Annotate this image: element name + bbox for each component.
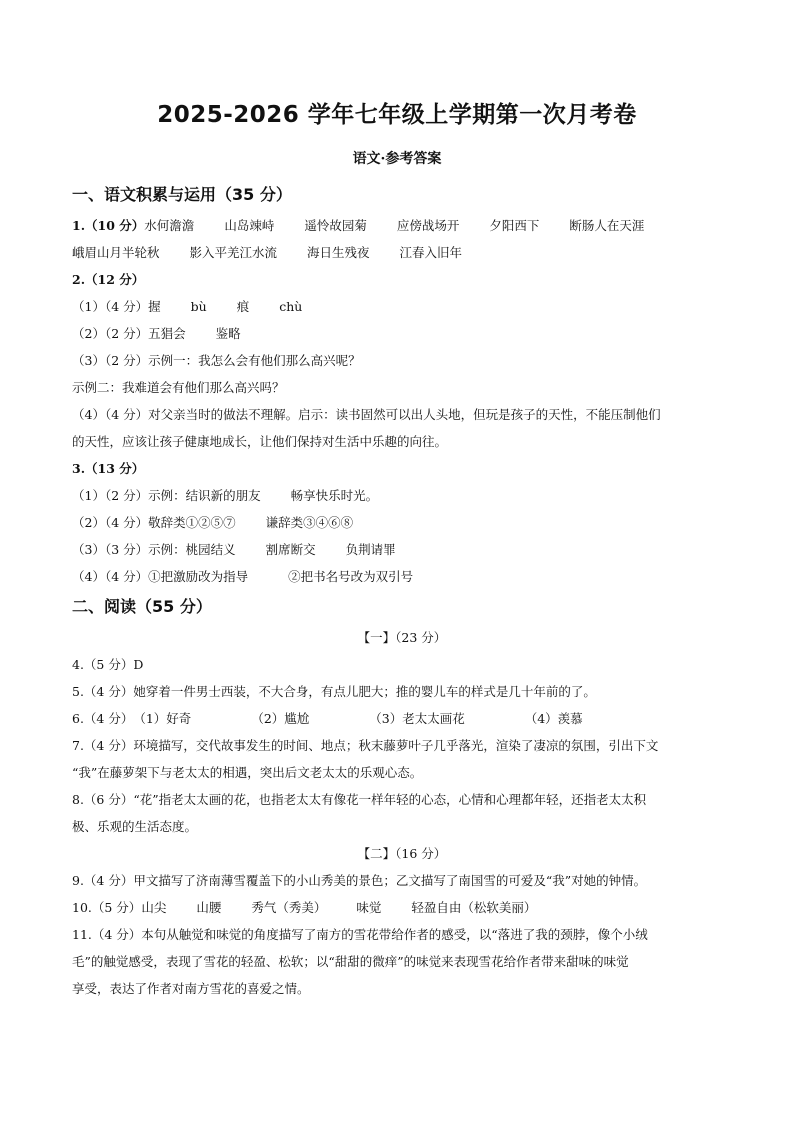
answer-item: 山尖 — [141, 900, 167, 915]
answer-item: 秀气（秀美） — [251, 900, 327, 915]
q4-answer: 4.（5 分）D — [72, 657, 144, 672]
q2-part-3: （3）（2 分）示例一：我怎么会有他们那么高兴呢？ — [72, 353, 361, 368]
answer-item: bù — [190, 299, 207, 314]
q5-answer: 5.（4 分）她穿着一件男士西装，不大合身，有点儿肥大；推的婴儿车的样式是几十年前的了。 — [72, 684, 596, 699]
q11-line-2: 毛”的触觉感受，表现了雪花的轻盈、松软；以“甜甜的微痒”的味觉来表现雪花给作者带来甜味的味觉 — [72, 954, 629, 969]
q7-line-2: “我”在藤萝架下与老太太的相遇，突出后文老太太的乐观心态。 — [72, 765, 423, 780]
q2-part-3-example-2: 示例二：我难道会有他们那么高兴吗？ — [72, 380, 285, 395]
q6-answer — [72, 705, 732, 732]
part-label: 10.（5 分） — [72, 900, 142, 915]
answer-item: 夕阳西下 — [489, 218, 540, 233]
q2-part-4-line-1: （4）（4 分）对父亲当时的做法不理解。启示：读书固然可以出人头地，但玩是孩子的天性，不能压制他们 — [72, 407, 661, 422]
page-subtitle: 语文·参考答案 — [352, 151, 442, 167]
q2-part-4-line-2: 的天性，应该让孩子健康地成长，让他们保持对生活中乐趣的向往。 — [72, 434, 448, 449]
answer-item: 山岛竦峙 — [224, 218, 275, 233]
q11-line-3: 享受，表达了作者对南方雪花的喜爱之情。 — [72, 981, 310, 996]
answer-item: 痕 — [236, 299, 250, 314]
q8-line-1: 8.（6 分）“花”指老太太画的花，也指老太太有像花一样年轻的心态，心情和心理都年轻，还指老太太积 — [72, 792, 647, 807]
section-1-heading: 一、语文积累与运用（35 分） — [72, 185, 292, 204]
page-title: 2025-2026 学年七年级上学期第一次月考卷 — [157, 102, 637, 128]
answer-item: （1）好奇 — [133, 711, 192, 726]
answer-item: 应傍战场开 — [396, 218, 460, 233]
q8-line-2: 极、乐观的生活态度。 — [72, 819, 198, 834]
part-label: （3）（3 分） — [72, 542, 149, 557]
answer-item: 影入平羌江水流 — [189, 245, 278, 260]
answer-content — [72, 178, 732, 1002]
part-label: （4）（4 分） — [72, 569, 149, 584]
answer-item: 敬辞类①②⑤⑦ — [148, 515, 236, 530]
q1-row-2 — [72, 239, 732, 266]
answer-item: 遥怜故园菊 — [304, 218, 367, 233]
answer-item: chù — [279, 299, 303, 314]
answer-item: （3）老太太画花 — [369, 711, 465, 726]
reading-part-1-heading: 【一】（23 分） — [357, 630, 447, 645]
q2-part-1 — [72, 293, 732, 320]
answer-item: 江春入旧年 — [399, 245, 463, 260]
answer-item: 示例：结识新的朋友 — [148, 488, 261, 503]
q3-part-2 — [72, 509, 732, 536]
q3-part-3 — [72, 536, 732, 563]
answer-item: 谦辞类③④⑥⑧ — [265, 515, 354, 530]
q2-number: 2.（12 分） — [72, 272, 145, 287]
answer-item: 海日生残夜 — [307, 245, 370, 260]
answer-item: 鉴略 — [215, 326, 241, 341]
part-label: （1）（4 分） — [72, 299, 149, 314]
reading-part-2-heading: 【二】（16 分） — [357, 846, 447, 861]
answer-item: 轻盈自由（松软美丽） — [411, 900, 537, 915]
answer-item: 负荆请罪 — [345, 542, 396, 557]
answer-item: 味觉 — [356, 900, 382, 915]
q2-part-2 — [72, 320, 732, 347]
q10-answer — [72, 894, 732, 921]
q1-row-1 — [72, 212, 732, 239]
part-label: （2）（2 分） — [72, 326, 149, 341]
part-label: （2）（4 分） — [72, 515, 149, 530]
part-label: （1）（2 分） — [72, 488, 149, 503]
q3-part-4 — [72, 563, 732, 590]
answer-item: 畅享快乐时光。 — [290, 488, 379, 503]
q7-line-1: 7.（4 分）环境描写，交代故事发生的时间、地点；秋末藤萝叶子几乎落光，渲染了凄凉的氛围，引出下文 — [72, 738, 659, 753]
answer-item: （2）尴尬 — [251, 711, 310, 726]
q3-number: 3.（13 分） — [72, 461, 145, 476]
part-label: 6.（4 分） — [72, 711, 134, 726]
q1-number: 1.（10 分） — [72, 218, 145, 233]
q3-part-1 — [72, 482, 732, 509]
answer-item: 山腰 — [196, 900, 222, 915]
q11-line-1: 11.（4 分）本句从触觉和味觉的角度描写了南方的雪花带给作者的感受，以“落进了我的颈脖，像个小绒 — [72, 927, 648, 942]
answer-item: 五猖会 — [148, 326, 186, 341]
answer-item: 示例：桃园结义 — [148, 542, 236, 557]
answer-item: ②把书名号改为双引号 — [288, 569, 414, 584]
answer-item: （4）羡慕 — [524, 711, 583, 726]
answer-item: 割席断交 — [265, 542, 316, 557]
answer-item: 峨眉山月半轮秋 — [72, 245, 160, 260]
answer-item: 断肠人在天涯 — [569, 218, 645, 233]
answer-item: 握 — [148, 299, 161, 314]
answer-item: 水何澹澹 — [144, 218, 195, 233]
q9-answer: 9.（4 分）甲文描写了济南薄雪覆盖下的小山秀美的景色；乙文描写了南国雪的可爱及“我”对她的钟情。 — [72, 873, 647, 888]
answer-item: ①把激励改为指导 — [148, 569, 249, 584]
section-2-heading: 二、阅读（55 分） — [72, 597, 212, 616]
